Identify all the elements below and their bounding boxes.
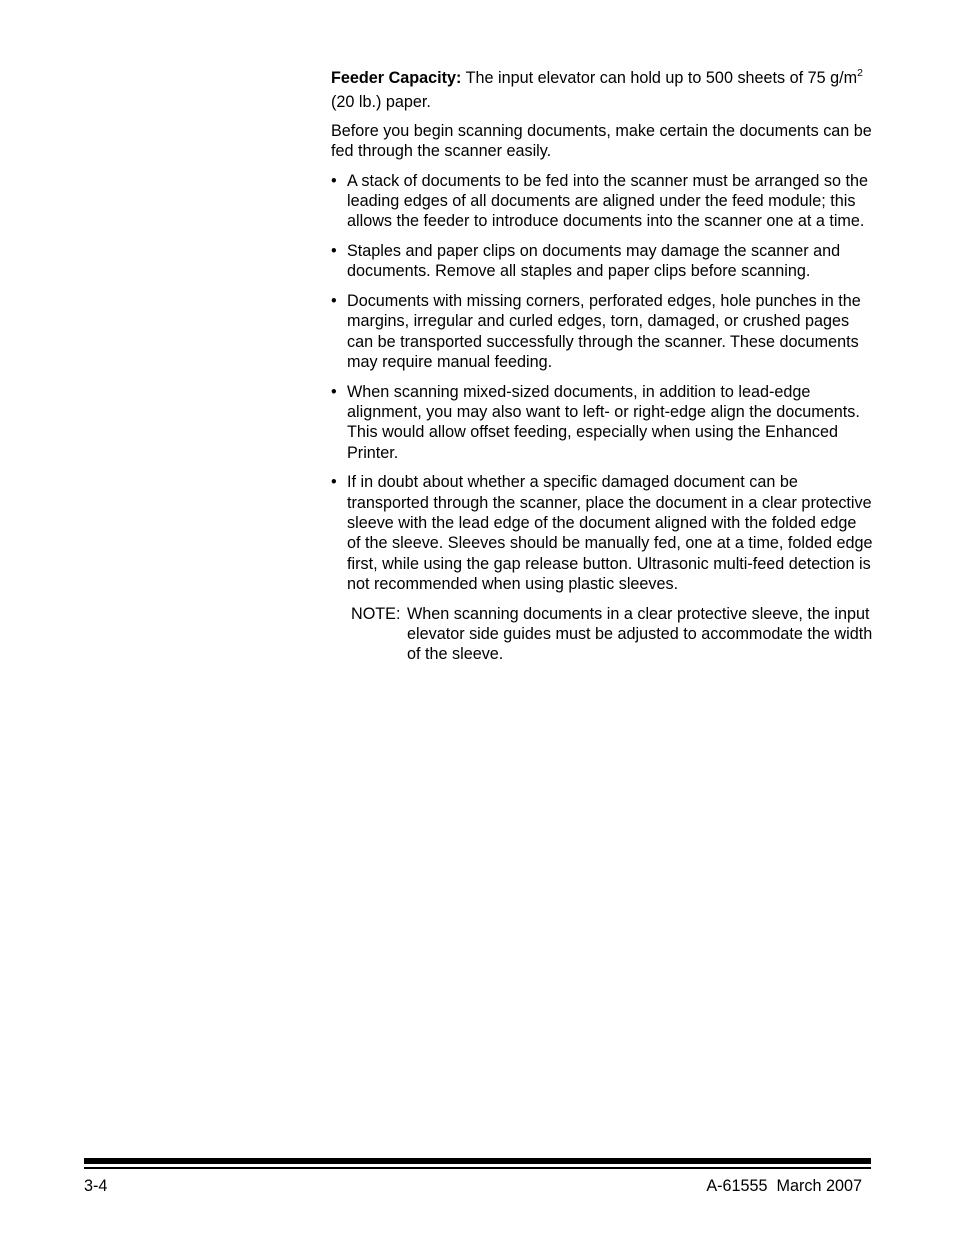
footer-rule-thin (84, 1167, 871, 1169)
note-block (351, 604, 873, 665)
page-number: 3-4 (84, 1177, 108, 1195)
feeder-capacity-text-end: (20 lb.) paper. (331, 93, 431, 111)
list-item-text: If in doubt about whether a specific damaged document can be transported through the scanner, place the document in a clear protective sleeve with the lead edge of the document aligned with the folded edge of the sleeve. Sleeves should be manually fed, one at a time, folded edge first, while using the gap release button. Ultrasonic multi-feed detection is not recommended when using plastic sleeves. (347, 473, 873, 593)
list-item (331, 472, 873, 594)
list-item (331, 382, 873, 463)
document-id: A-61555 March 2007 (706, 1177, 862, 1195)
footer-rule-thick (84, 1158, 871, 1164)
bullet-list (331, 171, 873, 595)
note-label: NOTE: (351, 604, 401, 623)
page-content (331, 66, 873, 665)
bullet-marker: • (331, 382, 337, 401)
list-item (331, 241, 873, 282)
list-item-text: When scanning mixed-sized documents, in addition to lead-edge alignment, you may also want to left- or right-edge align the documents. This would allow offset feeding, especially when using the Enhanced Printer. (347, 382, 860, 462)
list-item (331, 291, 873, 372)
list-item-text: Documents with missing corners, perforated edges, hole punches in the margins, irregular and curled edges, torn, damaged, or crushed pages can be transported successfully through the scanner. These documents may require manual feeding. (347, 292, 861, 371)
bullet-marker: • (331, 171, 337, 190)
list-item-text: A stack of documents to be fed into the scanner must be arranged so the leading edges of all documents are aligned under the feed module; this allows the feeder to introduce documents into the scanner one at a time. (347, 171, 869, 231)
feeder-capacity-paragraph (331, 66, 873, 114)
bullet-marker: • (331, 292, 337, 311)
superscript-two: 2 (857, 67, 863, 79)
bullet-marker: • (331, 241, 337, 260)
bullet-marker: • (331, 473, 337, 492)
feeder-capacity-label: Feeder Capacity: (331, 69, 462, 87)
note-text: When scanning documents in a clear protective sleeve, the input elevator side guides must be adjusted to accommodate the width of the sleeve. (407, 604, 873, 664)
list-item-text: Staples and paper clips on documents may damage the scanner and documents. Remove all staples and paper clips before scanning. (347, 241, 841, 281)
list-item (331, 171, 873, 232)
intro-paragraph: Before you begin scanning documents, make certain the documents can be fed through the scanner easily. (331, 122, 872, 161)
feeder-capacity-text: The input elevator can hold up to 500 sheets of 75 g/m (461, 69, 858, 87)
